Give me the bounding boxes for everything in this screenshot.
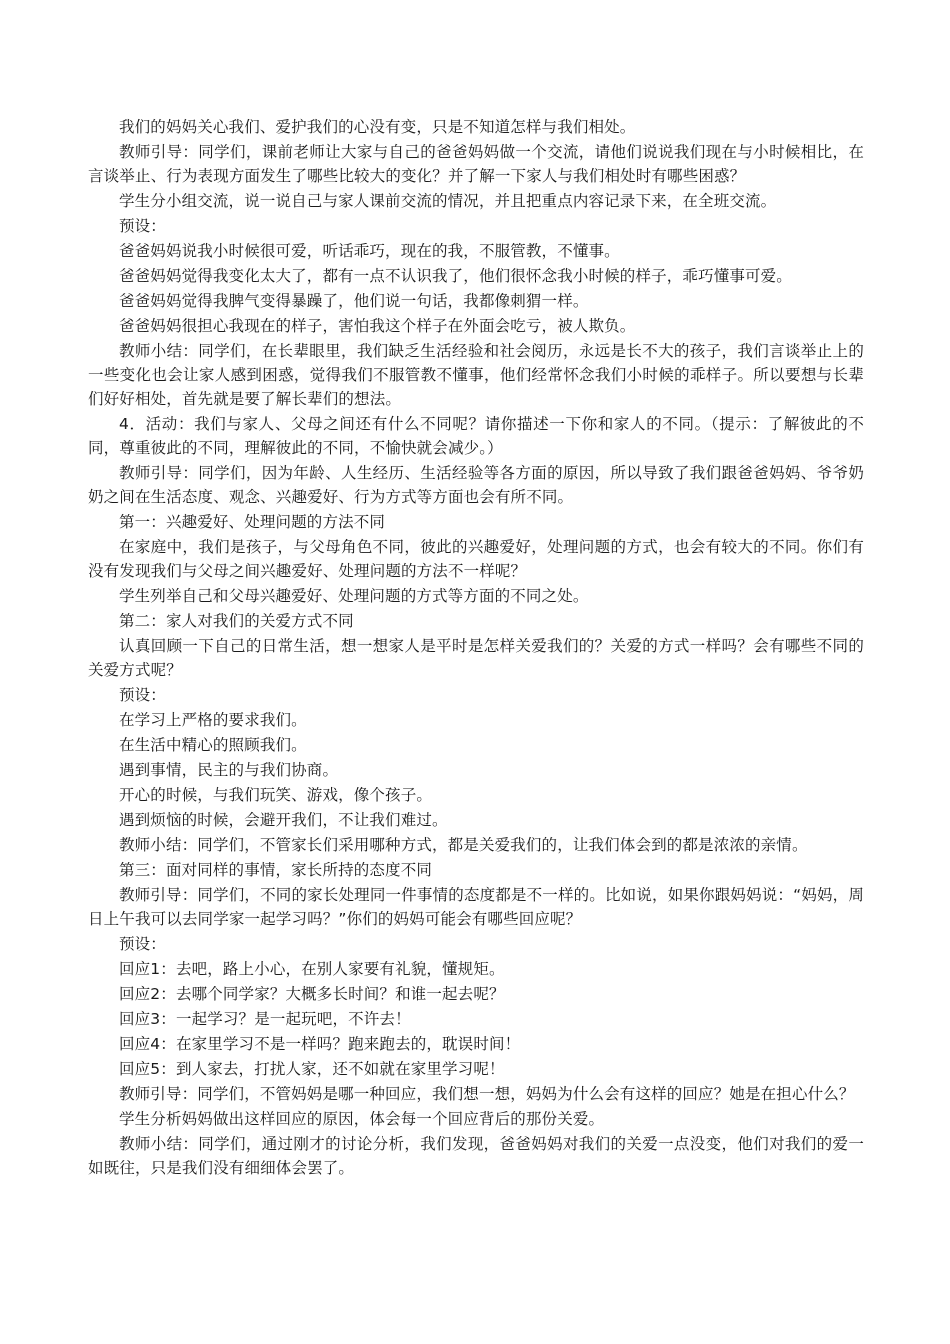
paragraph-17: 预设： [119,686,166,704]
paragraph-30: 回应4：在家里学习不是一样吗？跑来跑去的，耽误时间！ [119,1035,521,1053]
paragraph-26: 预设： [119,935,166,953]
paragraph-14: 学生列举自己和父母兴趣爱好、处理问题的方式等方面的不同之处。 [119,587,589,605]
paragraph-10: 4．活动：我们与家人、父母之间还有什么不同呢？请你描述一下你和家人的不同。（提示：了解彼此的不同，尊重彼此的不同，理解彼此的不同，不愉快就会减少。） [88,415,864,457]
paragraph-24: 第三：面对同样的事情，家长所持的态度不同 [119,861,433,879]
paragraph-28: 回应2：去哪个同学家？大概多长时间？和谁一起去呢？ [119,985,505,1003]
paragraph-9: 教师小结：同学们，在长辈眼里，我们缺乏生活经验和社会阅历，永远是长不大的孩子，我们言谈举止上的一些变化也会让家人感到困惑，觉得我们不服管教不懂事，他们经常怀念我们小时候的乖样子。所以要想与长辈们好好相处，首先就是要了解长辈们的想法。 [88,342,864,408]
paragraph-12: 第一：兴趣爱好、处理问题的方法不同 [119,513,386,531]
paragraph-16: 认真回顾一下自己的日常生活，想一想家人是平时是怎样关爱我们的？关爱的方式一样吗？会有哪些不同的关爱方式呢？ [88,637,864,679]
paragraph-15: 第二：家人对我们的关爱方式不同 [119,612,354,630]
paragraph-21: 开心的时候，与我们玩笑、游戏，像个孩子。 [119,786,433,804]
paragraph-34: 教师小结：同学们，通过刚才的讨论分析，我们发现，爸爸妈妈对我们的关爱一点没变，他们对我们的爱一如既往，只是我们没有细细体会罢了。 [88,1135,864,1177]
paragraph-1: 我们的妈妈关心我们、爱护我们的心没有变，只是不知道怎样与我们相处。 [119,118,636,136]
paragraph-27: 回应1：去吧，路上小心，在别人家要有礼貌，懂规矩。 [119,960,505,978]
paragraph-4: 预设： [119,217,166,235]
paragraph-32: 教师引导：同学们，不管妈妈是哪一种回应，我们想一想，妈妈为什么会有这样的回应？她是在担心什么？ [119,1085,855,1103]
paragraph-5: 爸爸妈妈说我小时候很可爱，听话乖巧，现在的我，不服管教，不懂事。 [119,242,620,260]
paragraph-8: 爸爸妈妈很担心我现在的样子，害怕我这个样子在外面会吃亏，被人欺负。 [119,317,636,335]
paragraph-29: 回应3：一起学习？是一起玩吧，不许去！ [119,1010,411,1028]
paragraph-31: 回应5：到人家去，打扰人家，还不如就在家里学习呢！ [119,1060,505,1078]
paragraph-2: 教师引导：同学们，课前老师让大家与自己的爸爸妈妈做一个交流，请他们说说我们现在与小时候相比，在言谈举止、行为表现方面发生了哪些比较大的变化？并了解一下家人与我们相处时有哪些困惑？ [88,143,864,185]
paragraph-23: 教师小结：同学们，不管家长们采用哪种方式，都是关爱我们的，让我们体会到的都是浓浓的亲情。 [119,836,808,854]
paragraph-33: 学生分析妈妈做出这样回应的原因，体会每一个回应背后的那份关爱。 [119,1110,605,1128]
document-page [88,115,864,1181]
paragraph-13: 在家庭中，我们是孩子，与父母角色不同，彼此的兴趣爱好，处理问题的方式，也会有较大的不同。你们有没有发现我们与父母之间兴趣爱好、处理问题的方法不一样呢？ [88,538,864,580]
paragraph-18: 在学习上严格的要求我们。 [119,711,307,729]
paragraph-25: 教师引导：同学们，不同的家长处理同一件事情的态度都是不一样的。比如说，如果你跟妈妈说：“妈妈，周日上午我可以去同学家一起学习吗？”你们的妈妈可能会有哪些回应呢？ [88,886,864,928]
paragraph-7: 爸爸妈妈觉得我脾气变得暴躁了，他们说一句话，我都像刺猬一样。 [119,292,589,310]
paragraph-22: 遇到烦恼的时候，会避开我们，不让我们难过。 [119,811,448,829]
paragraph-3: 学生分小组交流，说一说自己与家人课前交流的情况，并且把重点内容记录下来，在全班交流。 [119,192,777,210]
paragraph-11: 教师引导：同学们，因为年龄、人生经历、生活经验等各方面的原因，所以导致了我们跟爸爸妈妈、爷爷奶奶之间在生活态度、观念、兴趣爱好、行为方式等方面也会有所不同。 [88,464,864,506]
paragraph-19: 在生活中精心的照顾我们。 [119,736,307,754]
paragraph-20: 遇到事情，民主的与我们协商。 [119,761,339,779]
paragraph-6: 爸爸妈妈觉得我变化太大了，都有一点不认识我了，他们很怀念我小时候的样子，乖巧懂事可爱。 [119,267,792,285]
